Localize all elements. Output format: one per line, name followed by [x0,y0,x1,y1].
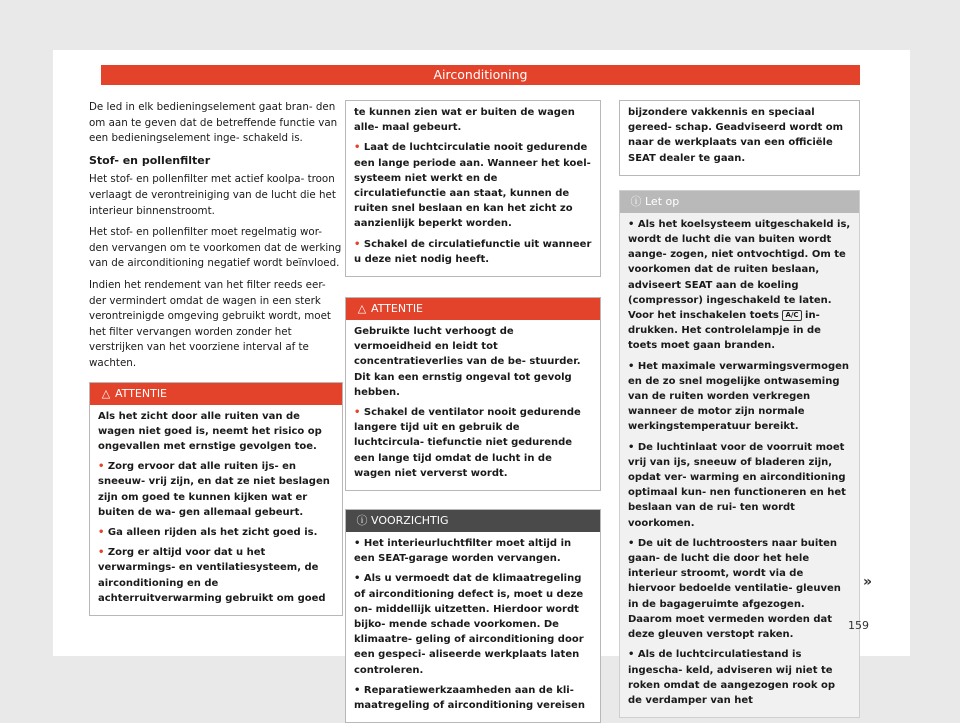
info-square-icon: ⓘ [630,194,642,208]
note-bullet: • De uit de luchtroosters naar buiten gaan- de lucht die door het hele interieur stroomt, wordt via de hiervoor bedoelde ventilatie- gleuven in de bagageruimte afgezogen. Daarom moet vermeden worden dat deze gleuven verstopt raken. [628,536,851,642]
attention-continued-text: te kunnen zien wat er buiten de wagen alle- maal gebeurt. [354,107,575,134]
attention-title: ATTENTIE [115,386,168,400]
caution-bullet: • Reparatiewerkzaamheden aan de kli- maatregeling of airconditioning vereisen [354,683,592,713]
info-circle-icon: ⓘ [356,514,368,528]
filter-paragraph-1: Het stof- en pollenfilter met actief koolpa- troon verlaagt de verontreiniging van de lucht die het interieur binnenstroomt. [89,173,336,217]
attention-bullet: • Zorg ervoor dat alle ruiten ijs- en sneeuw- vrij zijn, en dat ze niet beslagen zijn om goed te kunnen kijken wat er buiten de wa- gen allemaal gebeurt. [98,459,334,520]
warning-triangle-icon: △ [357,302,367,316]
attention-box-continued [345,100,601,277]
note-body [620,213,859,717]
column-3 [619,100,860,718]
caution-title: VOORZICHTIG [371,514,449,528]
attention-box-2 [345,297,601,491]
caution-bullet: • Als u vermoedt dat de klimaatregeling of airconditioning defect is, moet u deze on- middellijk uitzetten. Hierdoor wordt bijko- mende schade voorkomen. De klimaatre- geling of airconditioning door een gespeci- aliseerde werkplaats laten controleren. [354,571,592,677]
caution-box [345,509,601,723]
note-bullet: • Als de luchtcirculatiestand is ingescha- keld, adviseren wij niet te roken omdat de aangezogen rook op de verdamper van het [628,647,851,708]
continued-arrow-icon: » [863,574,873,590]
attention-body [346,320,600,490]
note-bullet: • De luchtinlaat voor de voorruit moet vrij van ijs, sneeuw of bladeren zijn, opdat ver- warming en airconditioning optimaal kun- nen functioneren en het beslaan van de rui- ten wordt voorkomen. [628,440,851,531]
filter-heading: Stof- en pollenfilter [89,153,211,167]
attention-bullet: • Schakel de circulatiefunctie uit wanneer u deze niet nodig heeft. [354,237,592,267]
attention-lead: Gebruikte lucht verhoogt de vermoeidheid en leidt tot concentratieverlies van de be- stuurder. Dit kan een ernstig ongeval tot gevolg hebben. [354,326,581,398]
attention-body-continued [346,101,600,276]
attention-title: ATTENTIE [371,302,424,316]
attention-header [346,298,600,320]
page-number: 159 [848,619,869,632]
note-header [620,191,859,213]
caution-body [346,532,600,722]
column-2 [345,100,601,723]
caution-continued-text: bijzondere vakkennis en speciaal gereed- schap. Geadviseerd wordt om naar de werkplaats van een officiële SEAT dealer te gaan. [628,107,844,164]
column-1 [89,100,343,616]
section-header: Airconditioning [101,65,860,85]
note-title: Let op [645,194,680,208]
attention-body [90,405,342,615]
note-bullet-text: in- drukken. Het controlelampje in de toets moet gaan branden. [628,310,821,352]
note-bullet-text: Als het koelsysteem uitgeschakeld is, wordt de lucht die van buiten wordt aange- zogen, niet ontvochtigd. Om te voorkomen dat de ruiten beslaan, adviseert SEAT aan de koeling (compressor) ingeschakeld te laten. Voor het inschakelen toets [628,218,851,322]
attention-bullet: • Ga alleen rijden als het zicht goed is. [98,525,334,540]
caution-header [346,510,600,532]
attention-bullet: • Laat de luchtcirculatie nooit gedurende een lange periode aan. Wanneer het koel- systeem niet werkt en de circulatiefunctie aan staat, kunnen de ruiten snel beslaan en kan het zicht zo aanzienlijk beperkt worden. [354,140,592,231]
attention-bullet: • Zorg er altijd voor dat u het verwarmings- en ventilatiesysteem, de airconditioning en de achterruitverwarming gebruikt om goed [98,545,334,606]
warning-triangle-icon: △ [101,386,111,400]
ac-key-icon: A/C [782,310,801,321]
attention-header [90,383,342,405]
filter-paragraph-2: Het stof- en pollenfilter moet regelmatig wor- den vervangen om te voorkomen dat de werking van de airconditioning negatief wordt beïnvloed. [89,226,342,270]
attention-lead: Als het zicht door alle ruiten van de wagen niet goed is, neemt het risico op ongevallen met ernstige gevolgen toe. [98,410,322,452]
attention-box [89,382,343,616]
attention-bullet: • Schakel de ventilator nooit gedurende langere tijd uit en gebruik de luchtcircula- tiefunctie niet gedurende een lange tijd omdat de lucht in de wagen niet ververst wordt. [354,405,592,481]
caution-box-continued [619,100,860,176]
intro-paragraph: De led in elk bedieningselement gaat bran- den om aan te geven dat de betreffende functie van een bedieningselement inge- schakeld is. [89,101,338,145]
filter-paragraph-3: Indien het rendement van het filter reeds eer- der vermindert omdat de wagen in een sterk verontreinigde omgeving gebruikt wordt, moet het filter vervangen worden zonder het verstrijken van het voorziene interval af te wachten. [89,278,331,369]
caution-body-continued [620,101,859,175]
note-bullet: • Het maximale verwarmingsvermogen en de zo snel mogelijke ontwaseming van de ruiten worden verkregen wanneer de motor zijn normale werkingstemperatuur bereikt. [628,359,851,435]
caution-bullet: • Het interieurluchtfilter moet altijd in een SEAT-garage worden vervangen. [354,536,592,566]
note-bullet-ac [628,217,851,354]
note-box [619,190,860,718]
